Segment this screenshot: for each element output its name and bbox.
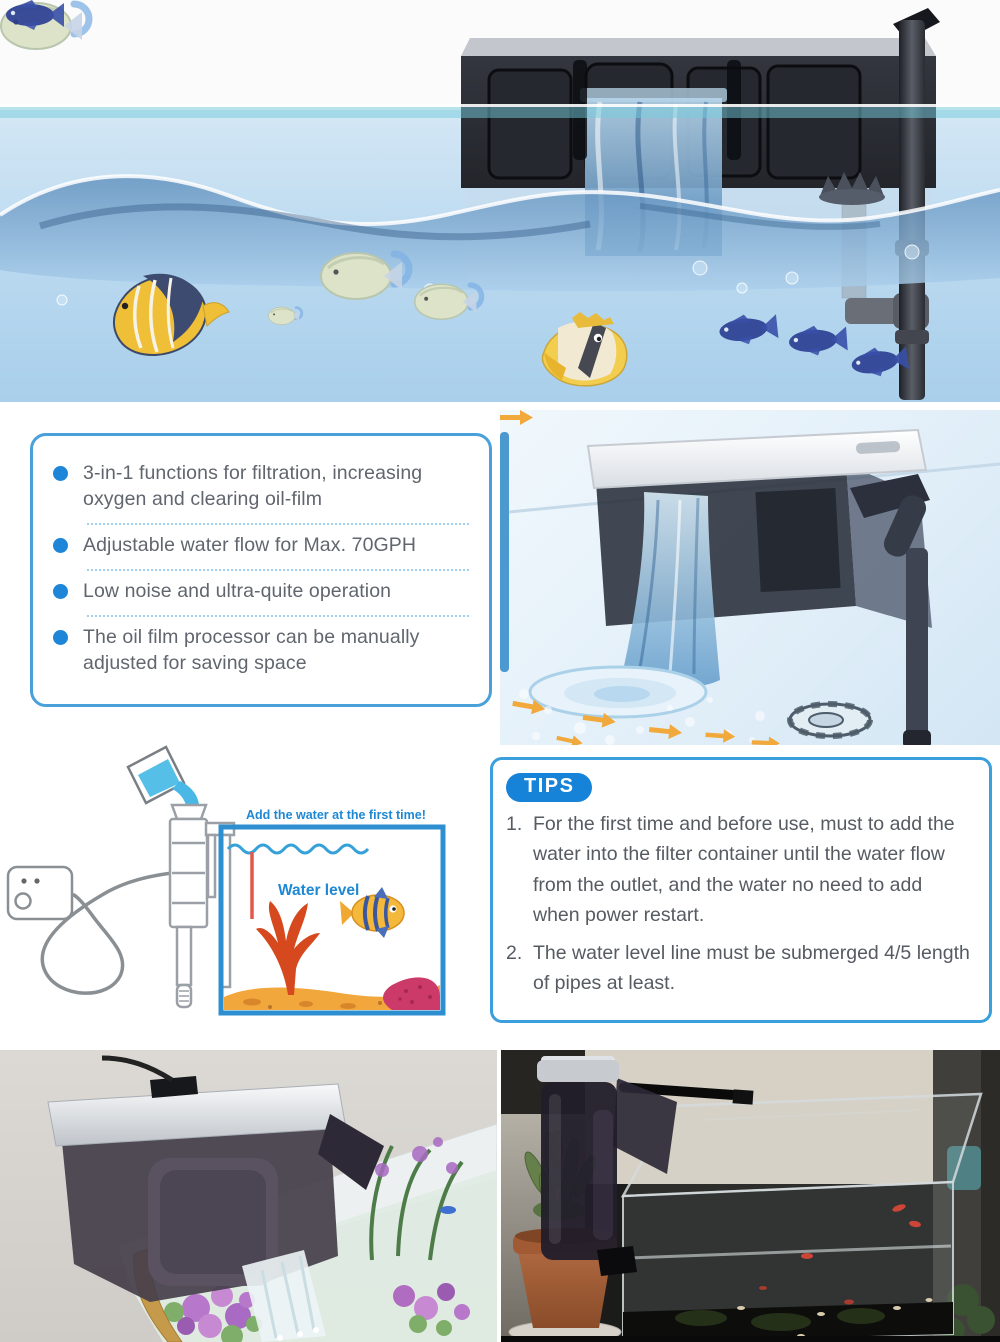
installation-photo-right xyxy=(501,1050,1000,1342)
dotted-divider xyxy=(87,569,469,571)
intake-pipe xyxy=(906,548,928,744)
feature-item xyxy=(53,454,475,522)
setup-diagram xyxy=(0,745,487,1042)
bullet-dot-icon xyxy=(53,538,68,553)
silver-cap xyxy=(537,1060,619,1082)
installation-photo-right-art xyxy=(501,1050,1000,1342)
bullet-dot-icon xyxy=(53,630,68,645)
product-render-photo xyxy=(500,410,1000,745)
power-plug-icon xyxy=(8,867,72,919)
hero-photo xyxy=(0,0,1000,402)
dotted-divider xyxy=(87,523,469,525)
water-level-label: Water level xyxy=(278,882,360,899)
tip-number: 1. xyxy=(506,813,523,835)
pink-rock xyxy=(383,977,440,1010)
tank-rim-line xyxy=(0,107,1000,118)
hero-photo-art xyxy=(0,0,1000,402)
feature-item xyxy=(53,572,475,614)
setup-diagram-art xyxy=(0,745,487,1042)
installation-photo-left-art xyxy=(0,1050,497,1342)
glass-edge-accent xyxy=(500,432,509,672)
filter-line-art xyxy=(170,805,234,1007)
tips-box xyxy=(490,757,992,1023)
tip-number: 2. xyxy=(506,941,523,964)
feature-item xyxy=(53,526,475,568)
feature-item xyxy=(53,618,475,686)
skimmer-float xyxy=(790,704,870,736)
small-fish xyxy=(440,1206,456,1214)
product-render-art xyxy=(500,410,1000,745)
installation-photo-left xyxy=(0,1050,497,1342)
tip-text: For the first time and before use, must to add the water into the filter container until the water flow from the outlet, and the water no need to add when power restart. xyxy=(533,813,955,927)
dotted-divider xyxy=(87,615,469,617)
feature-text: 3-in-1 functions for filtration, increasing oxygen and clearing oil-film xyxy=(83,462,423,510)
ripple xyxy=(530,667,706,717)
tip-item xyxy=(506,938,973,999)
brand-mark xyxy=(856,441,901,454)
bullet-dot-icon xyxy=(53,584,68,599)
feature-text: Low noise and ultra-quite operation xyxy=(83,579,392,602)
water-surface-wave xyxy=(228,845,368,853)
feature-text: Adjustable water flow for Max. 70GPH xyxy=(83,533,417,556)
feature-text: The oil film processor can be manually adjusted for saving space xyxy=(83,625,420,674)
bullet-dot-icon xyxy=(53,466,68,481)
substrate xyxy=(224,977,440,1010)
feature-list-box xyxy=(30,433,492,707)
add-water-label: Add the water at the first time! xyxy=(246,808,426,822)
tip-item xyxy=(506,809,973,931)
tip-text: The water level line must be submerged 4/5 length of pipes at least. xyxy=(533,941,970,995)
tips-badge: TIPS xyxy=(506,773,592,802)
coral-icon xyxy=(256,901,320,995)
tank-rim-highlight xyxy=(0,104,1000,107)
